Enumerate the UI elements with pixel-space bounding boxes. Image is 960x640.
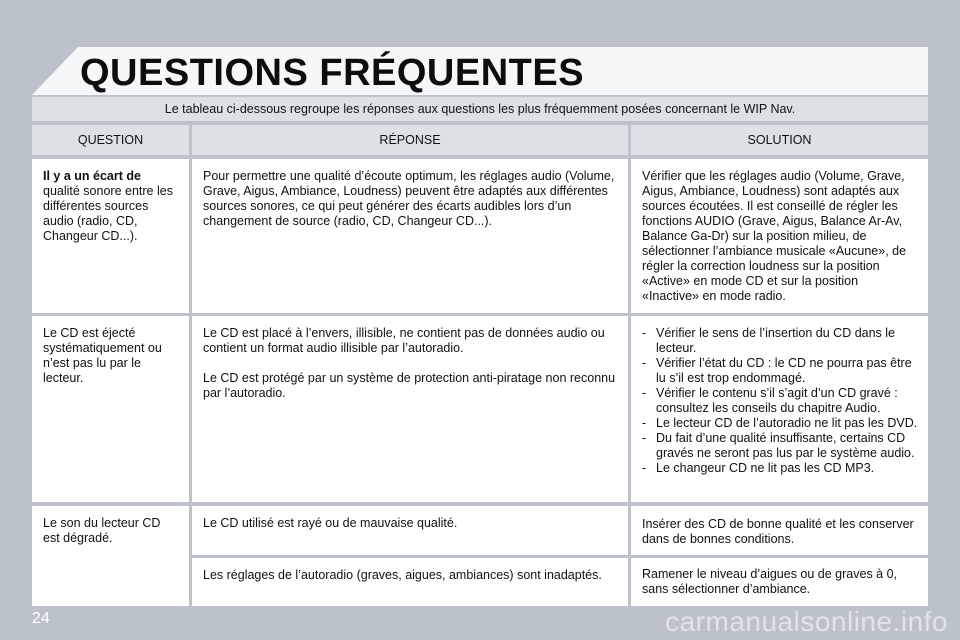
column-header-question: QUESTION bbox=[32, 125, 189, 155]
page-title: QUESTIONS FRÉQUENTES bbox=[80, 52, 585, 94]
watermark: carmanualsonline.info bbox=[665, 606, 948, 637]
solution-list-item: - Du fait d’une qualité insuffisante, certains CD gravés ne seront pas lus par le système audio. bbox=[642, 431, 918, 461]
solution-list-item: - Le lecteur CD de l’autoradio ne lit pas les DVD. bbox=[642, 416, 918, 431]
solution-list-item: - Le changeur CD ne lit pas les CD MP3. bbox=[642, 461, 918, 476]
solution-list-item: - Vérifier le contenu s’il s’agit d’un CD gravé : consultez les conseils du chapitre Audio. bbox=[642, 386, 918, 416]
row-2-solution-list bbox=[642, 326, 918, 476]
row-1-question-text: qualité sonore entre les différentes sources audio (radio, CD, Changeur CD...). bbox=[43, 184, 173, 243]
row-1-question-heading: Il y a un écart de bbox=[43, 169, 141, 183]
row-1-solution-text: Vérifier que les réglages audio (Volume, Grave, Aigus, Ambiance, Loudness) sont adaptés aux sources écoutées. Il est conseillé de régler les fonctions AUDIO (Grave, Aigus, Balance Ar-Av, Balance Ga-Dr) sur la position milieu, de sélectionner l’ambiance musicale «Aucune», de régler la correction loudness sur la position «Active» en mode CD et sur la position «Inactive» en mode radio. bbox=[642, 169, 907, 303]
solution-list-item: - Vérifier le sens de l’insertion du CD dans le lecteur. bbox=[642, 326, 918, 356]
row-1-solution-cell bbox=[631, 159, 928, 313]
row-2-answer-text-1: Le CD est placé à l’envers, illisible, ne contient pas de données audio ou contient un format audio illisible par l’autoradio. bbox=[203, 326, 605, 355]
row-3a-solution-cell bbox=[631, 506, 928, 555]
row-3a-answer-cell bbox=[192, 506, 628, 555]
row-2-answer-text-2: Le CD est protégé par un système de protection anti-piratage non reconnu par l’autoradio. bbox=[203, 371, 616, 400]
row-1-question-cell bbox=[32, 159, 189, 313]
column-header-answer: RÉPONSE bbox=[192, 125, 628, 155]
row-2-question-cell bbox=[32, 316, 189, 502]
row-1-answer-cell bbox=[192, 159, 628, 313]
row-2-question-text: Le CD est éjecté systématiquement ou n’est pas lu par le lecteur. bbox=[43, 326, 162, 385]
solution-list-item: - Vérifier l’état du CD : le CD ne pourra pas être lu s’il est trop endommagé. bbox=[642, 356, 918, 386]
row-3b-answer-cell bbox=[192, 558, 628, 606]
row-3b-solution-text: Ramener le niveau d’aigues ou de graves à 0, sans sélectionner d’ambiance. bbox=[642, 567, 898, 596]
row-3a-solution-text: Insérer des CD de bonne qualité et les conserver dans de bonnes conditions. bbox=[642, 517, 914, 546]
row-3-question-text: Le son du lecteur CD est dégradé. bbox=[43, 516, 161, 545]
row-3b-solution-cell bbox=[631, 558, 928, 606]
intro-text: Le tableau ci-dessous regroupe les réponses aux questions les plus fréquemment posées concernant le WIP Nav. bbox=[32, 97, 928, 121]
row-3b-answer-text: Les réglages de l’autoradio (graves, aigues, ambiances) sont inadaptés. bbox=[203, 568, 602, 582]
row-2-answer-cell bbox=[192, 316, 628, 502]
row-3-question-cell bbox=[32, 506, 189, 606]
row-2-solution-cell bbox=[631, 316, 928, 502]
row-3a-answer-text: Le CD utilisé est rayé ou de mauvaise qualité. bbox=[203, 516, 458, 530]
row-1-answer-text: Pour permettre une qualité d’écoute optimum, les réglages audio (Volume, Grave, Aigus, Ambiance, Loudness) peuvent être adaptés aux différentes sources sonores, ce qui peut générer des écarts audibles lors d’un changement de source (radio, CD, Changeur CD...). bbox=[203, 169, 615, 228]
column-header-solution: SOLUTION bbox=[631, 125, 928, 155]
page-number: 24 bbox=[32, 610, 50, 627]
